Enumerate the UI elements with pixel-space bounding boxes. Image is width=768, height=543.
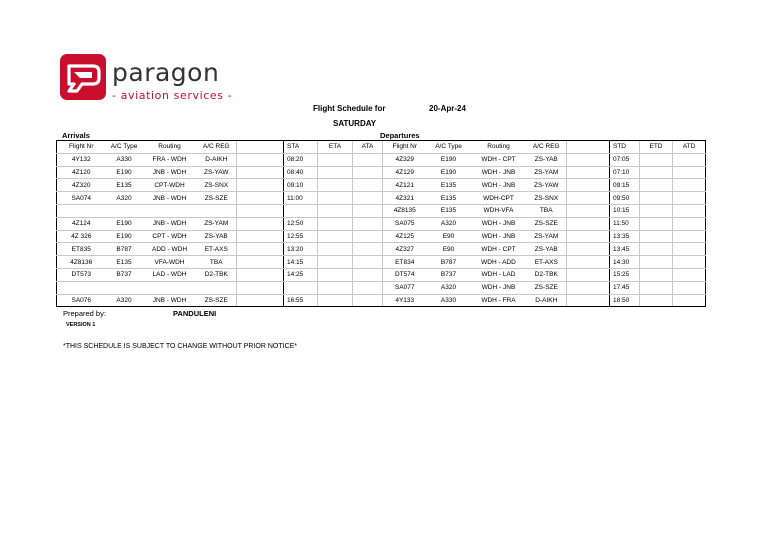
cell-dep-flight-nr: SA077 xyxy=(383,281,427,294)
cell-arr-ac-reg: TBA xyxy=(197,256,237,269)
cell-dep-spacer xyxy=(567,230,610,243)
cell-dep-flight-nr: 4Z129 xyxy=(383,166,427,179)
cell-arr-ac-type: A320 xyxy=(106,294,143,307)
cell-ata xyxy=(353,256,383,269)
cell-dep-spacer xyxy=(567,294,610,307)
column-header-dep-ac-type: A/C Type xyxy=(427,141,471,154)
cell-eta xyxy=(318,243,353,256)
cell-sta: 11:00 xyxy=(284,192,318,205)
cell-dep-ac-reg: ZS-SZE xyxy=(527,281,567,294)
cell-dep-ac-reg: ZS-YAM xyxy=(527,166,567,179)
cell-etd xyxy=(640,166,673,179)
cell-etd xyxy=(640,256,673,269)
cell-dep-routing: WDH - FRA xyxy=(471,294,527,307)
cell-dep-ac-reg: TBA xyxy=(527,204,567,217)
cell-arr-flight-nr: 4Y132 xyxy=(57,153,106,166)
cell-atd xyxy=(673,294,706,307)
cell-arr-spacer xyxy=(237,153,284,166)
cell-dep-spacer xyxy=(567,153,610,166)
cell-arr-spacer xyxy=(237,204,284,217)
cell-arr-flight-nr: 4Z 326 xyxy=(57,230,106,243)
cell-dep-flight-nr: 4Z8135 xyxy=(383,204,427,217)
cell-dep-spacer xyxy=(567,166,610,179)
cell-etd xyxy=(640,179,673,192)
cell-arr-routing: JNB - WDH xyxy=(143,192,197,205)
cell-dep-spacer xyxy=(567,217,610,230)
cell-arr-ac-type: E190 xyxy=(106,217,143,230)
cell-dep-ac-reg: ZS-YAM xyxy=(527,230,567,243)
cell-sta xyxy=(284,281,318,294)
cell-arr-flight-nr: 4Z8136 xyxy=(57,256,106,269)
column-header-arr-flight-nr: Flight Nr xyxy=(57,141,106,154)
cell-dep-ac-type: B787 xyxy=(427,256,471,269)
cell-etd xyxy=(640,230,673,243)
cell-sta: 08:20 xyxy=(284,153,318,166)
cell-arr-flight-nr: 4Z120 xyxy=(57,166,106,179)
prepared-by-label: Prepared by: xyxy=(63,309,106,318)
cell-eta xyxy=(318,294,353,307)
cell-dep-spacer xyxy=(567,281,610,294)
brand-name: paragon xyxy=(112,58,220,87)
flight-schedule-table xyxy=(56,140,706,307)
cell-dep-routing: WDH - LAD xyxy=(471,268,527,281)
column-header-arr-ac-type: A/C Type xyxy=(106,141,143,154)
cell-arr-spacer xyxy=(237,217,284,230)
cell-eta xyxy=(318,268,353,281)
cell-arr-ac-reg: ZS-YAW xyxy=(197,166,237,179)
change-notice: *THIS SCHEDULE IS SUBJECT TO CHANGE WITHOUT PRIOR NOTICE* xyxy=(63,343,298,350)
cell-arr-routing: LAD - WDH xyxy=(143,268,197,281)
cell-atd xyxy=(673,217,706,230)
cell-arr-routing xyxy=(143,204,197,217)
cell-arr-spacer xyxy=(237,166,284,179)
cell-sta xyxy=(284,204,318,217)
cell-arr-flight-nr: ET835 xyxy=(57,243,106,256)
cell-arr-routing: ADD - WDH xyxy=(143,243,197,256)
cell-dep-ac-type: E135 xyxy=(427,204,471,217)
cell-arr-ac-type xyxy=(106,281,143,294)
cell-dep-routing: WDH - ADD xyxy=(471,256,527,269)
cell-dep-ac-reg: ZS-SNX xyxy=(527,192,567,205)
column-header-dep-routing: Routing xyxy=(471,141,527,154)
cell-dep-spacer xyxy=(567,256,610,269)
cell-dep-ac-reg: ZS-SZE xyxy=(527,217,567,230)
cell-arr-routing: JNB - WDH xyxy=(143,217,197,230)
cell-std: 13:45 xyxy=(610,243,640,256)
cell-arr-ac-reg: ZS-SNX xyxy=(197,179,237,192)
table-row xyxy=(57,243,706,256)
cell-atd xyxy=(673,268,706,281)
cell-std: 10:15 xyxy=(610,204,640,217)
cell-dep-spacer xyxy=(567,268,610,281)
cell-arr-ac-type: E190 xyxy=(106,230,143,243)
column-header-std: STD xyxy=(610,141,640,154)
cell-dep-flight-nr: ET834 xyxy=(383,256,427,269)
cell-sta: 14:15 xyxy=(284,256,318,269)
cell-arr-ac-type: B787 xyxy=(106,243,143,256)
version-label: VERSION 1 xyxy=(66,322,96,328)
cell-etd xyxy=(640,204,673,217)
cell-std: 15:25 xyxy=(610,268,640,281)
cell-arr-ac-type: E190 xyxy=(106,166,143,179)
cell-dep-ac-reg: D-AIKH xyxy=(527,294,567,307)
cell-sta: 16:55 xyxy=(284,294,318,307)
cell-atd xyxy=(673,192,706,205)
cell-eta xyxy=(318,192,353,205)
cell-eta xyxy=(318,204,353,217)
cell-sta: 13:20 xyxy=(284,243,318,256)
cell-arr-routing xyxy=(143,281,197,294)
paragon-logo-mark-icon xyxy=(60,54,106,100)
cell-eta xyxy=(318,281,353,294)
cell-arr-flight-nr: SA076 xyxy=(57,294,106,307)
cell-arr-routing: VFA-WDH xyxy=(143,256,197,269)
cell-arr-routing: FRA - WDH xyxy=(143,153,197,166)
cell-std: 09:15 xyxy=(610,179,640,192)
cell-arr-flight-nr: DT573 xyxy=(57,268,106,281)
table-row xyxy=(57,153,706,166)
cell-dep-ac-reg: ET-AXS xyxy=(527,256,567,269)
table-row xyxy=(57,192,706,205)
schedule-date: 20-Apr-24 xyxy=(429,104,466,113)
cell-etd xyxy=(640,192,673,205)
cell-std: 07:10 xyxy=(610,166,640,179)
cell-etd xyxy=(640,153,673,166)
cell-sta: 14:25 xyxy=(284,268,318,281)
cell-atd xyxy=(673,179,706,192)
column-header-sta: STA xyxy=(284,141,318,154)
table-row xyxy=(57,166,706,179)
cell-dep-flight-nr: 4Z327 xyxy=(383,243,427,256)
column-header-arr-spacer xyxy=(237,141,284,154)
cell-eta xyxy=(318,153,353,166)
cell-arr-spacer xyxy=(237,230,284,243)
cell-arr-flight-nr xyxy=(57,204,106,217)
cell-etd xyxy=(640,281,673,294)
cell-ata xyxy=(353,217,383,230)
cell-arr-ac-type xyxy=(106,204,143,217)
cell-atd xyxy=(673,204,706,217)
cell-ata xyxy=(353,192,383,205)
cell-dep-ac-type: A320 xyxy=(427,217,471,230)
cell-ata xyxy=(353,166,383,179)
cell-std: 09:50 xyxy=(610,192,640,205)
cell-arr-spacer xyxy=(237,192,284,205)
cell-atd xyxy=(673,243,706,256)
cell-dep-ac-reg: ZS-YAB xyxy=(527,243,567,256)
cell-eta xyxy=(318,217,353,230)
cell-ata xyxy=(353,243,383,256)
cell-dep-spacer xyxy=(567,179,610,192)
cell-arr-ac-reg: ZS-SZE xyxy=(197,192,237,205)
cell-arr-ac-reg: ZS-SZE xyxy=(197,294,237,307)
cell-dep-spacer xyxy=(567,204,610,217)
cell-dep-flight-nr: 4Z329 xyxy=(383,153,427,166)
table-row xyxy=(57,204,706,217)
cell-etd xyxy=(640,268,673,281)
column-header-arr-routing: Routing xyxy=(143,141,197,154)
cell-std: 18:50 xyxy=(610,294,640,307)
cell-arr-flight-nr: 4Z320 xyxy=(57,179,106,192)
column-header-atd: ATD xyxy=(673,141,706,154)
cell-arr-ac-reg: D2-TBK xyxy=(197,268,237,281)
cell-arr-ac-type: E135 xyxy=(106,256,143,269)
cell-dep-routing: WDH - JNB xyxy=(471,166,527,179)
cell-arr-spacer xyxy=(237,281,284,294)
column-header-dep-flight-nr: Flight Nr xyxy=(383,141,427,154)
cell-dep-flight-nr: 4Z125 xyxy=(383,230,427,243)
cell-std: 11:50 xyxy=(610,217,640,230)
cell-arr-ac-reg xyxy=(197,281,237,294)
cell-ata xyxy=(353,179,383,192)
cell-arr-routing: CPT-WDH xyxy=(143,179,197,192)
cell-dep-ac-type: E190 xyxy=(427,153,471,166)
column-header-arr-ac-reg: A/C REG xyxy=(197,141,237,154)
cell-dep-ac-type: A320 xyxy=(427,281,471,294)
cell-arr-ac-reg: ZS-YAM xyxy=(197,217,237,230)
cell-dep-ac-type: E135 xyxy=(427,192,471,205)
cell-ata xyxy=(353,294,383,307)
cell-arr-spacer xyxy=(237,268,284,281)
cell-arr-routing: CPT - WDH xyxy=(143,230,197,243)
cell-eta xyxy=(318,166,353,179)
column-header-ata: ATA xyxy=(353,141,383,154)
cell-atd xyxy=(673,166,706,179)
cell-arr-flight-nr xyxy=(57,281,106,294)
cell-arr-ac-type: A330 xyxy=(106,153,143,166)
cell-arr-ac-type: B737 xyxy=(106,268,143,281)
schedule-title: Flight Schedule for xyxy=(313,104,386,113)
cell-dep-routing: WDH - JNB xyxy=(471,230,527,243)
cell-dep-ac-reg: ZS-YAW xyxy=(527,179,567,192)
table-row xyxy=(57,217,706,230)
cell-dep-spacer xyxy=(567,192,610,205)
cell-std: 14:30 xyxy=(610,256,640,269)
cell-eta xyxy=(318,230,353,243)
cell-arr-spacer xyxy=(237,243,284,256)
cell-etd xyxy=(640,294,673,307)
cell-dep-routing: WDH - JNB xyxy=(471,281,527,294)
paragon-logo xyxy=(60,54,235,102)
cell-std: 07:05 xyxy=(610,153,640,166)
cell-dep-ac-type: A330 xyxy=(427,294,471,307)
cell-arr-ac-reg: D-AIKH xyxy=(197,153,237,166)
cell-dep-routing: WDH-VFA xyxy=(471,204,527,217)
cell-dep-flight-nr: 4Z321 xyxy=(383,192,427,205)
cell-arr-ac-reg: ET-AXS xyxy=(197,243,237,256)
cell-sta: 09:10 xyxy=(284,179,318,192)
table-header-row xyxy=(57,141,706,154)
cell-arr-spacer xyxy=(237,294,284,307)
cell-arr-flight-nr: SA074 xyxy=(57,192,106,205)
cell-dep-spacer xyxy=(567,243,610,256)
cell-arr-ac-reg xyxy=(197,204,237,217)
brand-tagline: - aviation services - xyxy=(112,89,233,102)
cell-atd xyxy=(673,153,706,166)
cell-dep-ac-type: E90 xyxy=(427,243,471,256)
column-header-dep-spacer xyxy=(567,141,610,154)
cell-dep-ac-type: E190 xyxy=(427,166,471,179)
cell-eta xyxy=(318,256,353,269)
cell-eta xyxy=(318,179,353,192)
schedule-day: SATURDAY xyxy=(333,119,377,128)
cell-std: 13:35 xyxy=(610,230,640,243)
cell-dep-routing: WDH - JNB xyxy=(471,217,527,230)
cell-etd xyxy=(640,243,673,256)
table-row xyxy=(57,256,706,269)
cell-std: 17:45 xyxy=(610,281,640,294)
cell-sta: 08:40 xyxy=(284,166,318,179)
table-row xyxy=(57,268,706,281)
cell-dep-ac-type: E90 xyxy=(427,230,471,243)
cell-sta: 12:50 xyxy=(284,217,318,230)
cell-dep-ac-type: B737 xyxy=(427,268,471,281)
cell-dep-flight-nr: 4Z121 xyxy=(383,179,427,192)
cell-dep-routing: WDH - CPT xyxy=(471,243,527,256)
cell-atd xyxy=(673,256,706,269)
cell-dep-routing: WDH-CPT xyxy=(471,192,527,205)
cell-dep-flight-nr: DT574 xyxy=(383,268,427,281)
cell-arr-routing: JNB - WDH xyxy=(143,166,197,179)
cell-dep-flight-nr: 4Y133 xyxy=(383,294,427,307)
arrivals-heading: Arrivals xyxy=(62,131,90,140)
cell-dep-ac-reg: ZS-YAB xyxy=(527,153,567,166)
cell-ata xyxy=(353,204,383,217)
cell-arr-spacer xyxy=(237,256,284,269)
cell-dep-routing: WDH - JNB xyxy=(471,179,527,192)
cell-arr-ac-type: A320 xyxy=(106,192,143,205)
column-header-etd: ETD xyxy=(640,141,673,154)
table-row xyxy=(57,230,706,243)
cell-etd xyxy=(640,217,673,230)
cell-ata xyxy=(353,153,383,166)
cell-arr-spacer xyxy=(237,179,284,192)
table-row xyxy=(57,281,706,294)
cell-ata xyxy=(353,281,383,294)
cell-arr-routing: JNB - WDH xyxy=(143,294,197,307)
departures-heading: Departures xyxy=(380,131,420,140)
prepared-by-name: PANDULENI xyxy=(173,309,217,318)
cell-dep-routing: WDH - CPT xyxy=(471,153,527,166)
cell-arr-flight-nr: 4Z124 xyxy=(57,217,106,230)
column-header-eta: ETA xyxy=(318,141,353,154)
cell-ata xyxy=(353,230,383,243)
cell-ata xyxy=(353,268,383,281)
cell-atd xyxy=(673,230,706,243)
column-header-dep-ac-reg: A/C REG xyxy=(527,141,567,154)
table-row xyxy=(57,179,706,192)
cell-dep-ac-reg: D2-TBK xyxy=(527,268,567,281)
cell-atd xyxy=(673,281,706,294)
cell-arr-ac-type: E135 xyxy=(106,179,143,192)
table-row xyxy=(57,294,706,307)
cell-dep-ac-type: E135 xyxy=(427,179,471,192)
cell-sta: 12:55 xyxy=(284,230,318,243)
cell-dep-flight-nr: SA075 xyxy=(383,217,427,230)
cell-arr-ac-reg: ZS-YAB xyxy=(197,230,237,243)
